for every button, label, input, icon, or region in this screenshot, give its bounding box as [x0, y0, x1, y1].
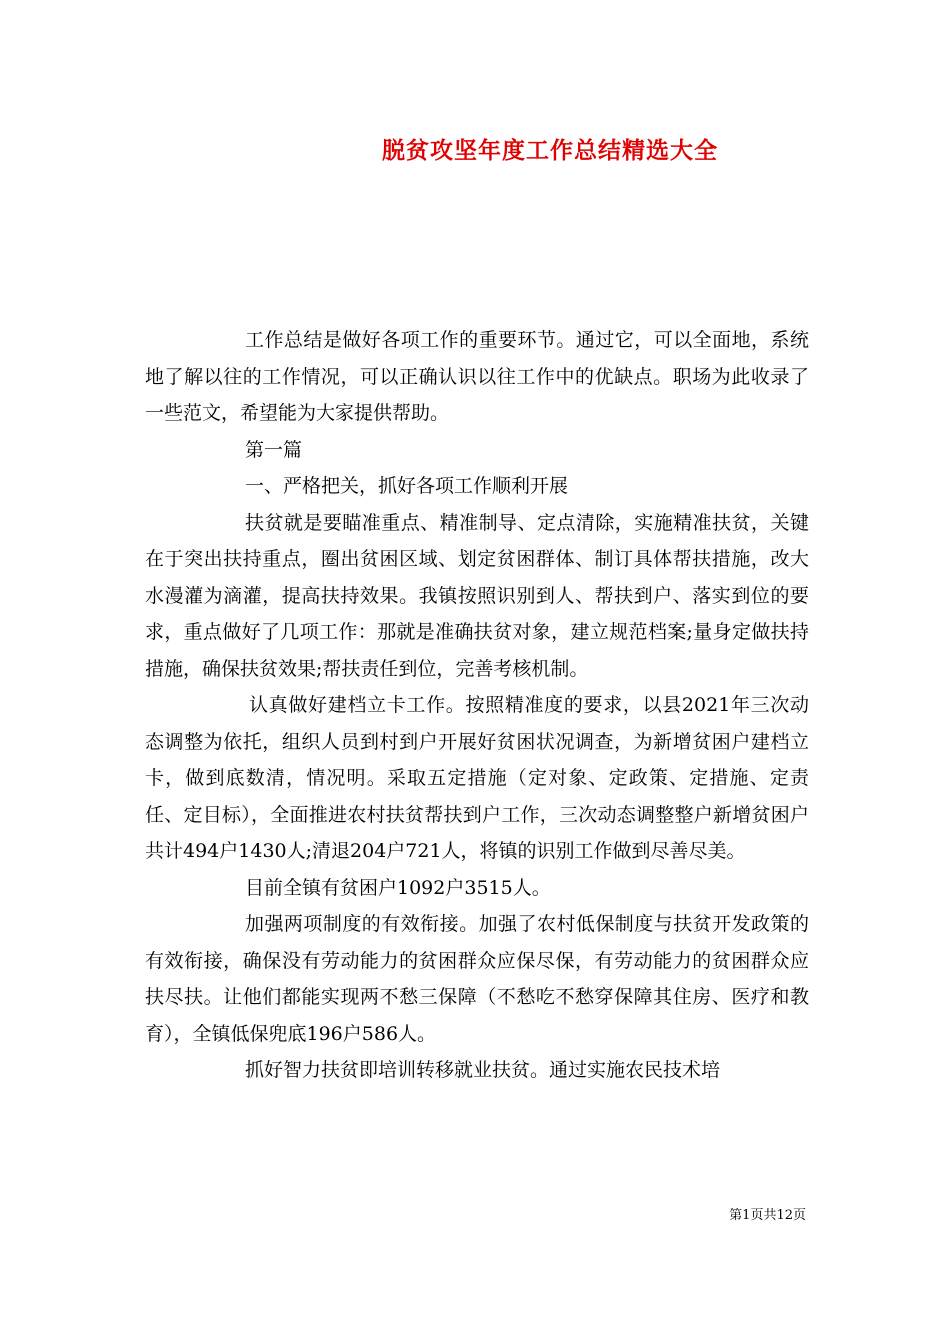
- subheading-strict-control: 一、严格把关，抓好各项工作顺利开展: [245, 475, 569, 497]
- paragraph-current-count: 目前全镇有贫困户1092户3515人。: [245, 876, 551, 899]
- document-body: [145, 322, 809, 1089]
- page-number-footer: 第1页共12页: [729, 1208, 806, 1223]
- document-title: 脱贫攻坚年度工作总结精选大全: [382, 137, 718, 164]
- paragraph-precision-poverty: 扶贫就是要瞄准重点、精准制导、定点清除，实施精准扶贫，关键在于突出扶持重点，圈出贫困区域、划定贫困群体、制订具体帮扶措施，改大水漫灌为滴灌，提高扶持效果。我镇按照识别到人、帮扶到户、落实到位的要求，重点做好了几项工作：那就是准确扶贫对象，建立规范档案;量身定做扶持措施，确保扶贫效果;帮扶责任到位，完善考核机制。: [145, 511, 809, 680]
- paragraph-two-systems: 加强两项制度的有效衔接。加强了农村低保制度与扶贫开发政策的有效衔接，确保没有劳动能力的贫困群众应保尽保，有劳动能力的贫困群众应扶尽扶。让他们都能实现两不愁三保障（不愁吃不愁穿保障其住房、医疗和教育），全镇低保兜底196户586人。: [145, 913, 809, 1045]
- paragraph-intro: 工作总结是做好各项工作的重要环节。通过它，可以全面地，系统地了解以往的工作情况，可以正确认识以往工作中的优缺点。职场为此收录了一些范文，希望能为大家提供帮助。: [145, 329, 809, 424]
- paragraph-file-registration: 认真做好建档立卡工作。按照精准度的要求，以县2021年三次动态调整为依托，组织人员到村到户开展好贫困状况调查，为新增贫困户建档立卡，做到底数清，情况明。采取五定措施（定对象、定政策、定措施、定责任、定目标），全面推进农村扶贫帮扶到户工作，三次动态调整整户新增贫困户共计494户1430人;清退204户721人，将镇的识别工作做到尽善尽美。: [145, 694, 809, 862]
- paragraph-training: 抓好智力扶贫即培训转移就业扶贫。通过实施农民技术培: [245, 1059, 721, 1081]
- section-heading-first: 第一篇: [245, 438, 303, 461]
